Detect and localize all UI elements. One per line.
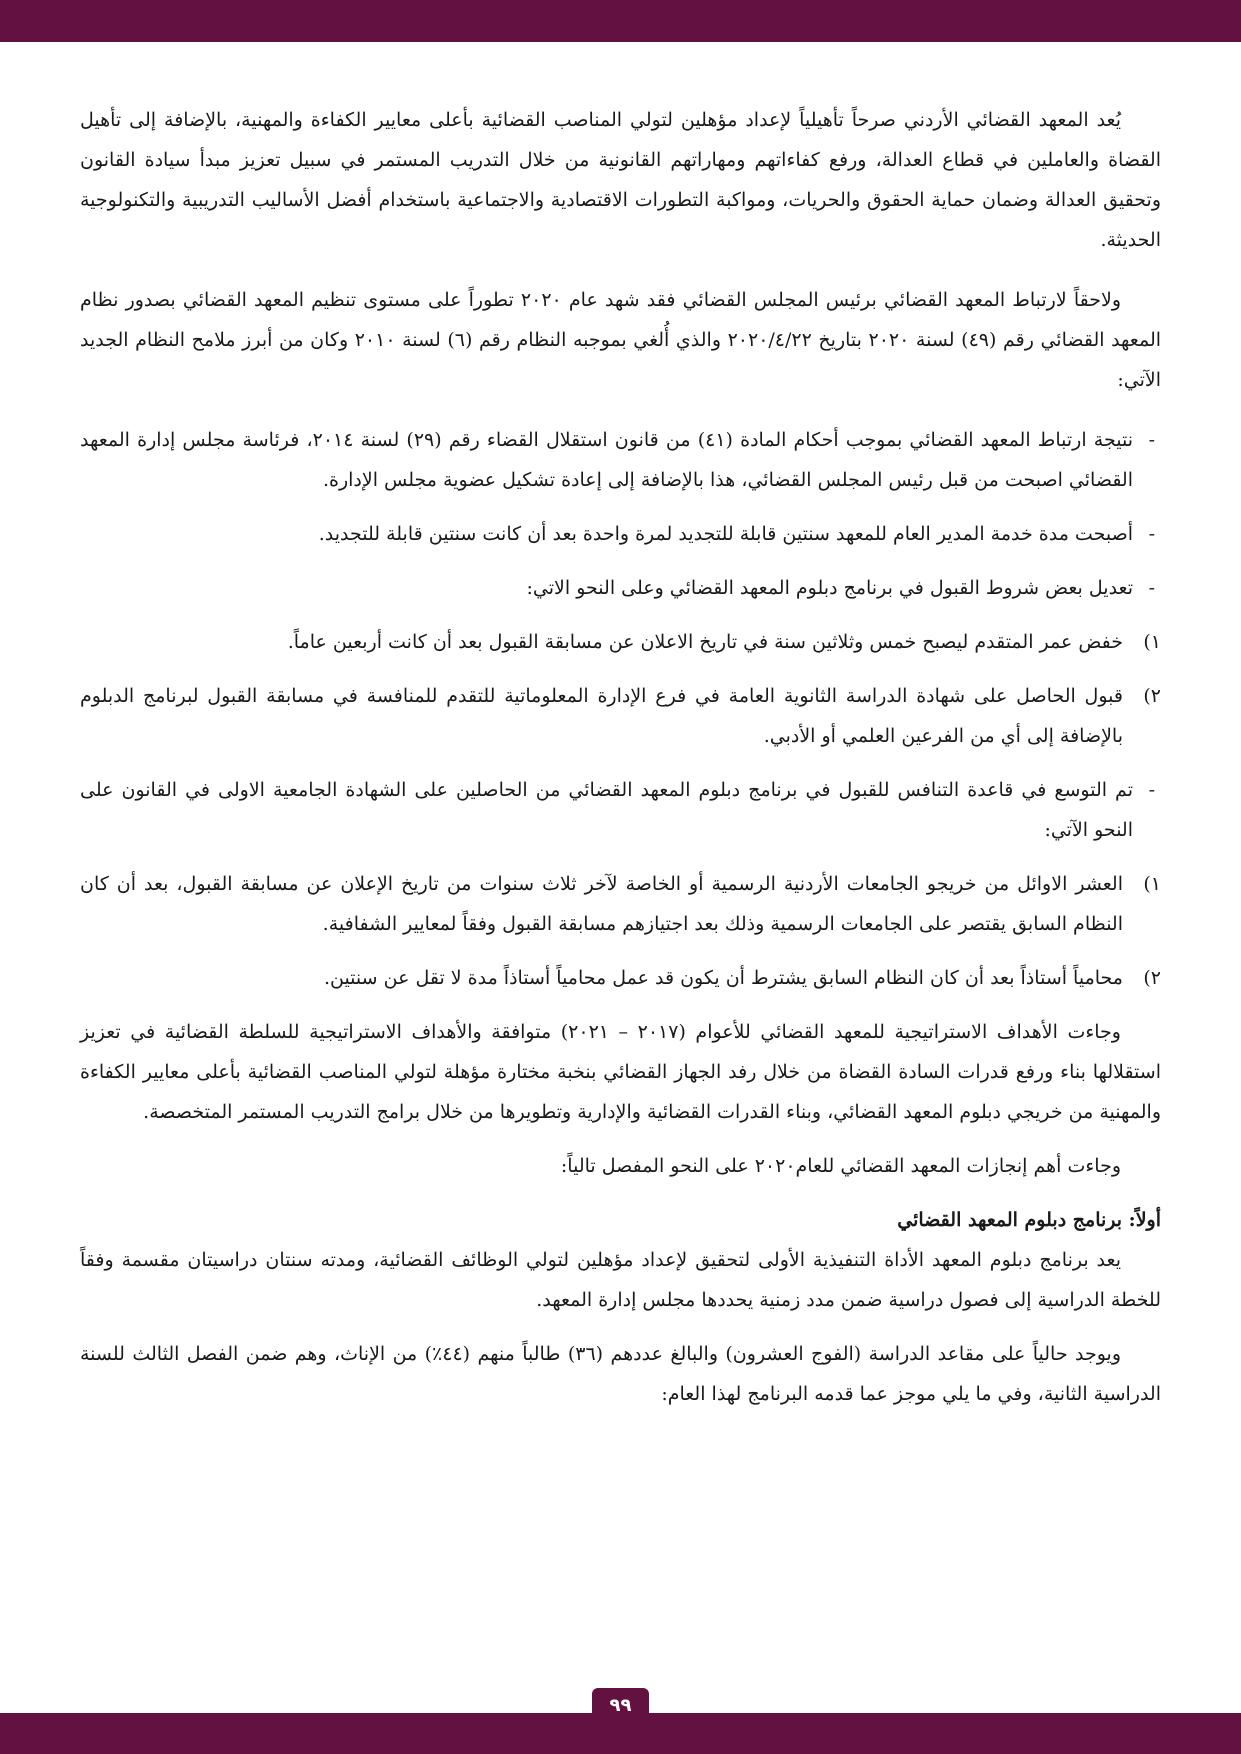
numbered-item bbox=[80, 958, 1161, 998]
bullet-text: تم التوسع في قاعدة التنافس للقبول في برنامج دبلوم المعهد القضائي من الحاصلين على الشهادة الجامعية الاولى في القانون على النحو الآتي: bbox=[80, 779, 1133, 841]
link-paragraph: ولاحقاً لارتباط المعهد القضائي برئيس المجلس القضائي فقد شهد عام ٢٠٢٠ تطوراً على مستوى تنظيم المعهد القضائي بصدور نظام المعهد القضائي رقم (٤٩) لسنة ٢٠٢٠ بتاريخ ٢٠٢٠/٤/٢٢ والذي أُلغي بموجبه النظام رقم (٦) لسنة ٢٠١٠ وكان من أبرز ملامح النظام الجديد الآتي: bbox=[80, 289, 1162, 391]
numbered-text: محامياً أستاذاً بعد أن كان النظام السابق يشترط أن يكون قد عمل محامياً أستاذاً مدة لا تقل عن سنتين. bbox=[323, 967, 1123, 989]
numbered-item bbox=[80, 676, 1161, 756]
students-paragraph: ويوجد حالياً على مقاعد الدراسة (الفوج العشرون) والبالغ عددهم (٣٦) طالباً منهم (٤٤٪) من الإناث، وهم ضمن الفصل الثالث للسنة الدراسية الثانية، وفي ما يلي موجز عما قدمه البرنامج لهذا العام: bbox=[80, 1343, 1161, 1405]
dash-bullet-icon: - bbox=[1148, 429, 1155, 451]
numbered-item bbox=[80, 622, 1161, 662]
achievements-paragraph: وجاءت أهم إنجازات المعهد القضائي للعام٢٠٢٠ على النحو المفصل تالياً: bbox=[560, 1155, 1121, 1177]
diploma-paragraph: يعد برنامج دبلوم المعهد الأداة التنفيذية الأولى لتحقيق لإعداد مؤهلين لتولي الوظائف القضائية، ومدته سنتان دراسيتان مقسمة وفقاً للخطة الدراسية إلى فصول دراسية ضمن مدد زمنية يحددها مجلس إدارة المعهد. bbox=[80, 1249, 1161, 1311]
bullet-text: نتيجة ارتباط المعهد القضائي بموجب أحكام المادة (٤١) من قانون استقلال القضاء رقم (٢٩) لسنة ٢٠١٤، فرئاسة مجلس إدارة المعهد القضائي اصبحت من قبل رئيس المجلس القضائي، هذا بالإضافة إلى إعادة تشكيل عضوية مجلس الإدارة. bbox=[80, 429, 1133, 491]
bullet-text: أصبحت مدة خدمة المدير العام للمعهد سنتين قابلة للتجديد لمرة واحدة بعد أن كانت سنتين قابلة للتجديد. bbox=[318, 523, 1133, 545]
bullet-item bbox=[80, 770, 1161, 850]
top-banner bbox=[0, 0, 1241, 42]
dash-bullet-icon: - bbox=[1148, 523, 1155, 545]
numbered-text: العشر الاوائل من خريجو الجامعات الأردنية الرسمية أو الخاصة لآخر ثلاث سنوات من تاريخ الإعلان عن مسابقة القبول، بعد أن كان النظام السابق يقتصر على الجامعات الرسمية وذلك بعد اجتيازهم مسابقة القبول وفقاً لمعايير الشفافية. bbox=[80, 873, 1123, 935]
bullet-text: تعديل بعض شروط القبول في برنامج دبلوم المعهد القضائي وعلى النحو الاتي: bbox=[526, 577, 1133, 599]
numbered-item bbox=[80, 864, 1161, 944]
page-number: ٩٩ bbox=[592, 1688, 649, 1722]
intro-paragraph: يُعد المعهد القضائي الأردني صرحاً تأهيلياً لإعداد مؤهلين لتولي المناصب القضائية بأعلى معايير الكفاءة والمهنية، بالإضافة إلى تأهيل القضاة والعاملين في قطاع العدالة، ورفع كفاءاتهم ومهاراتهم القانونية من خلال التدريب المستمر في سبيل تعزيز مبدأ سيادة القانون وتحقيق العدالة وضمان حماية الحقوق والحريات، ومواكبة التطورات الاقتصادية والاجتماعية باستخدام أفضل الأساليب التدريبية والتكنولوجية الحديثة. bbox=[80, 109, 1161, 251]
dash-bullet-icon: - bbox=[1148, 779, 1155, 801]
bullet-item bbox=[80, 568, 1161, 608]
dash-bullet-icon: - bbox=[1148, 577, 1155, 599]
page-body bbox=[80, 100, 1161, 1428]
bullet-item bbox=[80, 514, 1161, 554]
item-number: ١) bbox=[1143, 631, 1161, 653]
item-number: ٢) bbox=[1143, 685, 1161, 707]
section-heading: أولاً: برنامج دبلوم المعهد القضائي bbox=[897, 1209, 1161, 1231]
item-number: ١) bbox=[1143, 873, 1161, 895]
bullet-item bbox=[80, 420, 1161, 500]
numbered-text: قبول الحاصل على شهادة الدراسة الثانوية العامة في فرع الإدارة المعلوماتية للتقدم للمنافسة في مسابقة القبول لبرنامج الدبلوم بالإضافة إلى أي من الفرعين العلمي أو الأدبي. bbox=[80, 685, 1123, 747]
numbered-text: خفض عمر المتقدم ليصبح خمس وثلاثين سنة في تاريخ الاعلان عن مسابقة القبول بعد أن كانت أربعين عاماً. bbox=[287, 631, 1123, 653]
strategy-paragraph: وجاءت الأهداف الاستراتيجية للمعهد القضائي للأعوام (٢٠١٧ – ٢٠٢١) متوافقة والأهداف الاستراتيجية للسلطة القضائية في تعزيز استقلالها بناء ورفع قدرات السادة القضاة من خلال رفد الجهاز القضائي بنخبة مختارة مؤهلة لتولي المناصب القضائية بأعلى معايير الكفاءة والمهنية من خريجي دبلوم المعهد القضائي، وبناء القدرات القضائية والإدارية وتطويرها من خلال برامج التدريب المستمر المتخصصة. bbox=[80, 1021, 1161, 1123]
item-number: ٢) bbox=[1143, 967, 1161, 989]
